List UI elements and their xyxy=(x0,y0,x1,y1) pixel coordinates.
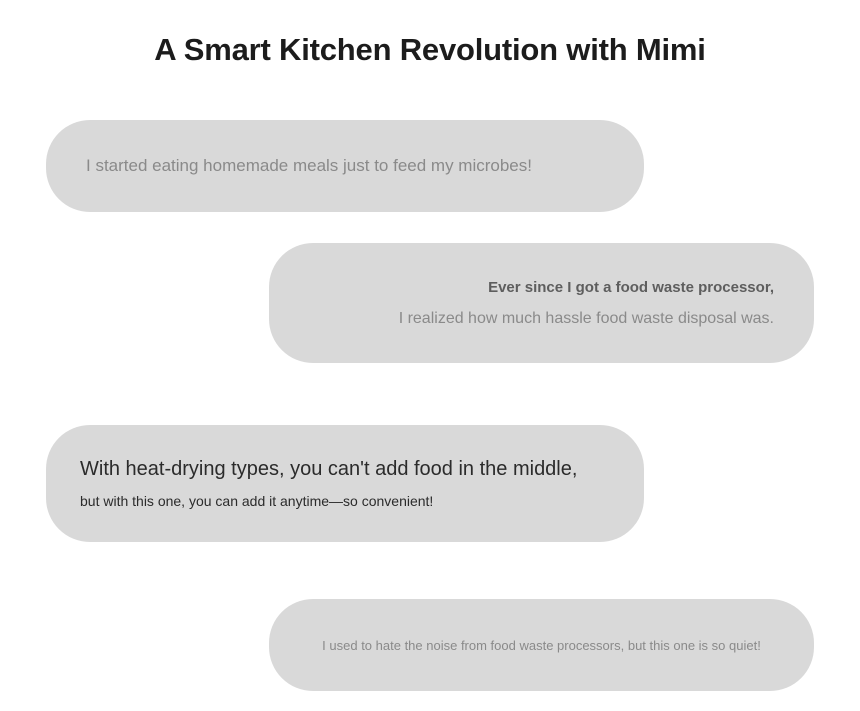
message-line: Ever since I got a food waste processor, xyxy=(488,278,774,296)
message-bubble-4 xyxy=(269,599,814,691)
message-row-4 xyxy=(0,599,860,691)
message-bubble-1 xyxy=(46,120,644,212)
message-row-1 xyxy=(0,120,860,243)
message-row-3 xyxy=(0,425,860,599)
message-line: With heat-drying types, you can't add food in the middle, xyxy=(80,458,578,480)
message-row-2 xyxy=(0,243,860,425)
message-line: I realized how much hassle food waste disposal was. xyxy=(398,309,774,327)
message-line: but with this one, you can add it anytime—so convenient! xyxy=(80,493,434,509)
message-line: I started eating homemade meals just to feed my microbes! xyxy=(86,156,532,175)
message-list xyxy=(0,120,860,691)
message-bubble-3 xyxy=(46,425,644,542)
message-bubble-2 xyxy=(269,243,814,363)
message-line: I used to hate the noise from food waste processors, but this one is so quiet! xyxy=(322,637,761,653)
page-title: A Smart Kitchen Revolution with Mimi xyxy=(154,32,706,67)
